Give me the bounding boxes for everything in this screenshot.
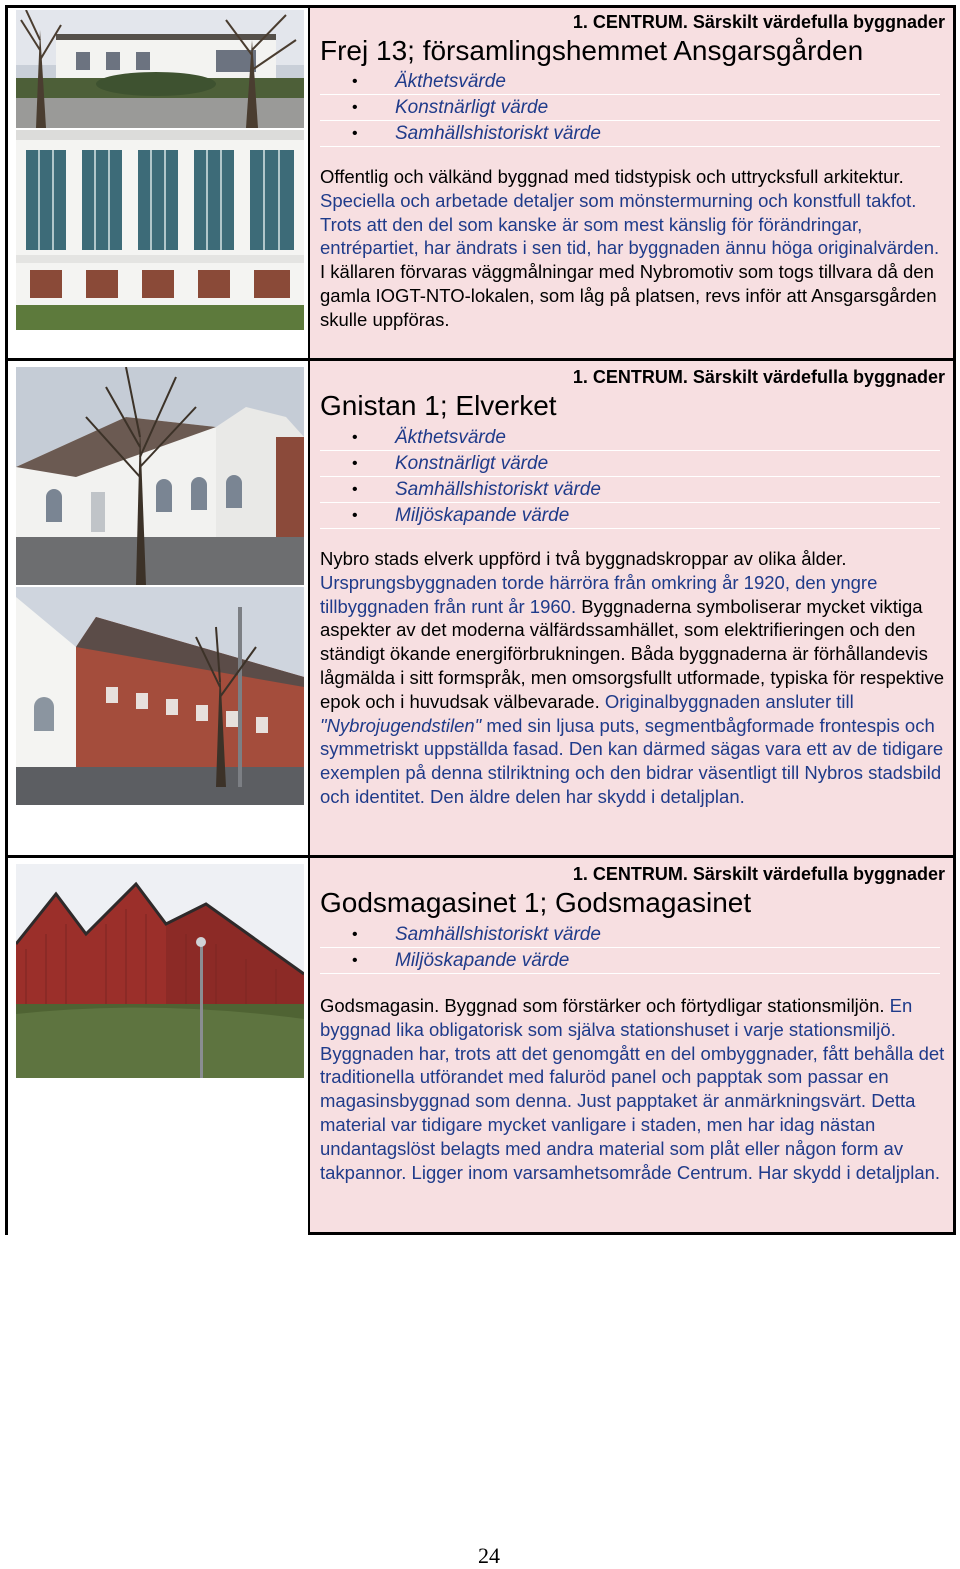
description-segment: Godsmagasin. Byggnad som förstärker och förtydligar stationsmiljön. bbox=[320, 995, 890, 1016]
photo-ansgarsgarden-windows bbox=[16, 130, 304, 330]
photo-elverket-extension bbox=[16, 587, 304, 805]
description-segment: Originalbyggnaden ansluter till bbox=[604, 690, 854, 712]
value-item: • Samhällshistoriskt värde bbox=[320, 121, 940, 147]
value-item: • Miljöskapande värde bbox=[320, 503, 940, 529]
value-item: • Äkthetsvärde bbox=[320, 425, 940, 451]
value-list bbox=[320, 69, 940, 147]
page-number: 24 bbox=[478, 1543, 500, 1568]
description-segment: Byggnaderna symboliserar mycket viktiga aspekter av det moderna välfärdssamhället, som elektrifieringen och den ständigt ökande energiförbrukningen. Båda byggnaderna är förhållandevis lågmälda i sitt formspråk, men omsorgsfullt utformade, typiska för respektive epok och i huvudsak välbevarade. bbox=[320, 595, 945, 712]
value-item: • Samhällshistoriskt värde bbox=[320, 922, 940, 948]
description-segment: Speciella och arbetade detaljer som mönstermurning och konstfull takfot. Trots att den del som kanske är som mest känslig för förändringar, entrépartiet, har ändrats i sen tid, har byggnaden ännu höga originalvärden. bbox=[320, 189, 940, 259]
description-segment: En byggnad lika obligatorisk som själva stationshuset i varje stationsmiljö. Byggnaden har, trots att det genomgått en del ombyggnader, fått behålla det traditionella utförandet med faluröd panel och papptak som passar en magasinsbyggnad som denna. Just papptaket är anmärkningsvärt. Detta material var tidigare mycket vanligare i staden, men har idag nästan undantagslöst belagts med andra material som plåt eller någon form av takpannor. Ligger inom varsamhetsområde Centrum. Har skydd i detaljplan. bbox=[320, 995, 945, 1183]
photo-column bbox=[8, 858, 310, 1235]
category-label: 1. CENTRUM. Särskilt värdefulla byggnader bbox=[572, 864, 945, 884]
photo-godsmagasinet bbox=[16, 864, 304, 1078]
entry-title: Godsmagasinet 1; Godsmagasinet bbox=[320, 887, 752, 918]
photo-column bbox=[8, 8, 310, 358]
photo-elverket-front bbox=[16, 367, 304, 585]
text-column bbox=[310, 858, 953, 1235]
description-segment: Ursprungsbyggnaden torde härröra från omkring år 1920, den yngre tillbyggnaden från runt år 1960. bbox=[320, 571, 878, 617]
value-item: • Äkthetsvärde bbox=[320, 69, 940, 95]
entry-description bbox=[320, 994, 947, 1184]
entry-title: Gnistan 1; Elverket bbox=[320, 390, 557, 421]
value-item: • Samhällshistoriskt värde bbox=[320, 477, 940, 503]
description-segment: Nybro stads elverk uppförd i två byggnadskroppar av olika ålder. bbox=[320, 548, 847, 569]
description-segment: med sin ljusa puts, segmentbågformade frontespis och symmetriskt uppställda fasad. Den kan därmed sägas vara ett av de tidigare exemplen på denna stilriktning och den bidrar väsentligt till Nybros stadsbild och identitet. Den äldre delen har skydd i detaljplan. bbox=[320, 714, 944, 807]
description-segment: Offentlig och välkänd byggnad med tidstypisk och uttrycksfull arkitektur. bbox=[320, 166, 904, 187]
entry-description bbox=[320, 165, 947, 332]
entry-title: Frej 13; församlingshemmet Ansgarsgården bbox=[320, 35, 864, 66]
description-segment: I källaren förvaras väggmålningar med Nybromotiv som togs tillvara då den gamla IOGT-NTO-lokalen, som låg på platsen, revs inför att Ansgarsgården skulle uppföras. bbox=[320, 261, 937, 330]
entry-gnistan-1 bbox=[8, 358, 953, 855]
entry-frej-13 bbox=[8, 8, 953, 358]
document-table bbox=[5, 5, 956, 1235]
value-item: • Miljöskapande värde bbox=[320, 948, 940, 974]
entry-description bbox=[320, 547, 947, 809]
entry-godsmagasinet-1 bbox=[8, 855, 953, 1235]
photo-column bbox=[8, 361, 310, 855]
value-item: • Konstnärligt värde bbox=[320, 95, 940, 121]
text-column bbox=[310, 8, 953, 358]
category-label: 1. CENTRUM. Särskilt värdefulla byggnader bbox=[572, 367, 945, 387]
photo-ansgarsgarden-exterior bbox=[16, 10, 304, 128]
value-item: • Konstnärligt värde bbox=[320, 451, 940, 477]
text-column bbox=[310, 361, 953, 855]
value-list bbox=[320, 922, 940, 974]
value-list bbox=[320, 425, 940, 529]
category-label: 1. CENTRUM. Särskilt värdefulla byggnader bbox=[572, 12, 945, 32]
description-segment: "Nybrojugendstilen" bbox=[320, 714, 482, 736]
